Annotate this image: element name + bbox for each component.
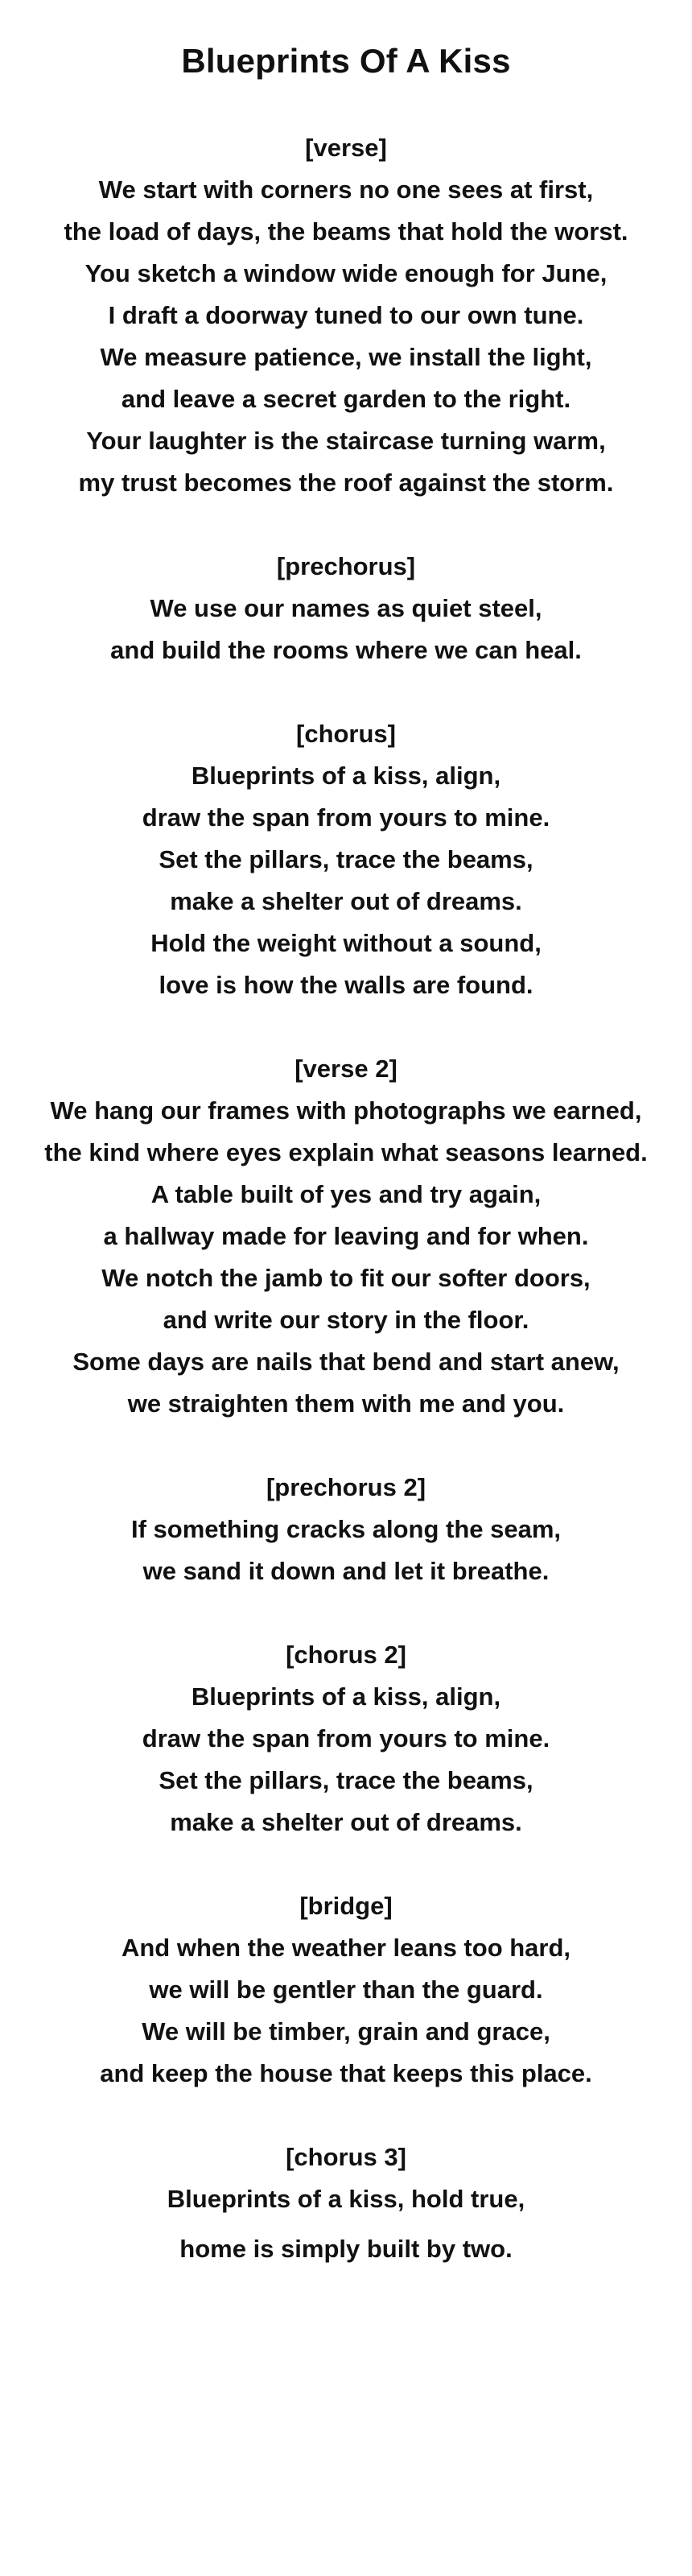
lyric-line: You sketch a window wide enough for June, — [84, 259, 608, 287]
lyric-line: If something cracks along the seam, — [130, 1515, 562, 1543]
lyric-section — [0, 1885, 692, 2095]
lyric-line: we straighten them with me and you. — [127, 1389, 565, 1418]
lyric-section — [0, 713, 692, 1006]
lyric-line: We hang our frames with photographs we earned, — [50, 1096, 642, 1125]
lyric-section — [0, 1048, 692, 1425]
lyric-line: make a shelter out of dreams. — [170, 1808, 522, 1836]
section-label: [verse 2] — [295, 1055, 397, 1083]
lyric-line: We measure patience, we install the light, — [100, 343, 592, 371]
lyric-line: the load of days, the beams that hold the worst. — [64, 217, 628, 246]
lyric-line: Set the pillars, trace the beams, — [159, 1766, 533, 1794]
lyric-line: the kind where eyes explain what seasons learned. — [44, 1138, 648, 1166]
lyric-line: we sand it down and let it breathe. — [142, 1557, 550, 1585]
lyric-section — [0, 1467, 692, 1592]
lyric-line: and leave a secret garden to the right. — [121, 385, 571, 413]
lyric-line: draw the span from yours to mine. — [142, 1724, 550, 1752]
lyric-line: Some days are nails that bend and start anew, — [72, 1348, 620, 1376]
lyric-line: and keep the house that keeps this place. — [100, 2059, 592, 2087]
lyric-line: Your laughter is the staircase turning warm, — [86, 427, 606, 455]
lyric-line: Set the pillars, trace the beams, — [159, 845, 533, 873]
lyric-line: A table built of yes and try again, — [150, 1180, 542, 1208]
section-label: [chorus 3] — [286, 2143, 406, 2171]
lyric-line: and build the rooms where we can heal. — [110, 636, 582, 664]
lyric-line: my trust becomes the roof against the storm. — [78, 469, 614, 497]
lyric-line: and write our story in the floor. — [163, 1306, 529, 1334]
lyric-line: home is simply built by two. — [179, 2235, 513, 2263]
section-label: [bridge] — [299, 1892, 393, 1920]
lyrics-body — [0, 127, 692, 2270]
lyric-line: Blueprints of a kiss, hold true, — [167, 2185, 525, 2213]
lyric-section — [0, 2136, 692, 2270]
lyric-line: we will be gentler than the guard. — [149, 1975, 543, 2004]
lyric-line: We start with corners no one sees at first, — [98, 175, 594, 204]
section-label: [chorus 2] — [286, 1641, 406, 1669]
lyric-line: make a shelter out of dreams. — [170, 887, 522, 915]
lyric-line: draw the span from yours to mine. — [142, 803, 550, 832]
lyric-line: Blueprints of a kiss, align, — [191, 1682, 501, 1711]
lyric-section — [0, 546, 692, 671]
lyric-line: love is how the walls are found. — [159, 971, 533, 999]
lyric-line: I draft a doorway tuned to our own tune. — [108, 301, 584, 329]
lyric-line: Blueprints of a kiss, align, — [191, 762, 501, 790]
lyric-section — [0, 127, 692, 504]
lyric-line: Hold the weight without a sound, — [150, 929, 542, 957]
section-label: [chorus] — [296, 720, 396, 748]
lyric-line: a hallway made for leaving and for when. — [103, 1222, 589, 1250]
page-title: Blueprints Of A Kiss — [181, 42, 511, 80]
lyric-section — [0, 1634, 692, 1843]
section-label: [prechorus] — [276, 552, 416, 580]
section-label: [verse] — [305, 134, 387, 162]
lyric-line: We notch the jamb to fit our softer doors, — [101, 1264, 591, 1292]
section-label: [prechorus 2] — [266, 1473, 426, 1501]
lyric-line: We will be timber, grain and grace, — [142, 2017, 550, 2046]
lyric-line: We use our names as quiet steel, — [150, 594, 542, 622]
lyric-line: And when the weather leans too hard, — [121, 1934, 571, 1962]
